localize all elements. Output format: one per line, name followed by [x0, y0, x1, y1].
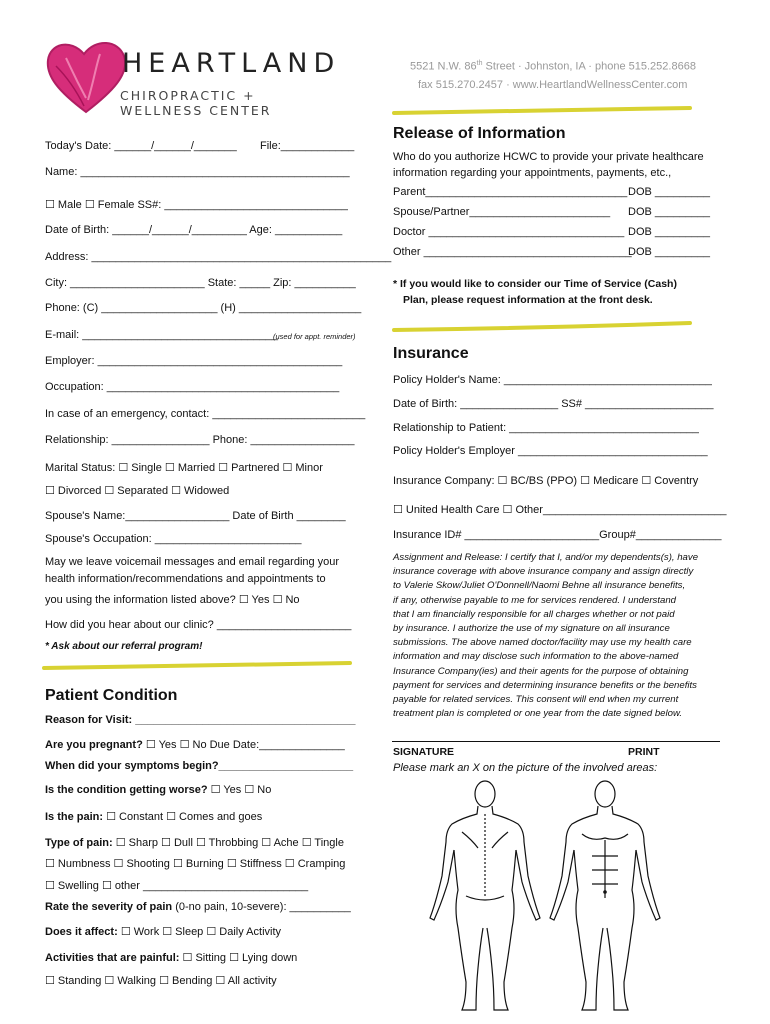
employer-field[interactable]: Employer: ________________________________________: [45, 355, 343, 367]
pregnant-field[interactable]: [45, 738, 345, 751]
address-line: 5521 N.W. 86th Street · Johnston, IA · phone 515.252.8668: [410, 60, 696, 73]
city-state-zip-field[interactable]: City: ______________________ State: _____ Zip: __________: [45, 277, 356, 289]
pain-options[interactable]: ☐ Constant ☐ Comes and goes: [106, 811, 263, 823]
affect-field[interactable]: [45, 925, 281, 938]
type-label: Type of pain:: [45, 837, 113, 849]
pain-type-options-2[interactable]: ☐ Numbness ☐ Shooting ☐ Burning ☐ Stiffness ☐ Cramping: [45, 858, 346, 870]
doctor-field[interactable]: Doctor ________________________________: [393, 226, 625, 238]
cash-plan-note-2: Plan, please request information at the front desk.: [403, 294, 653, 306]
voicemail-answer[interactable]: you using the information listed above? ☐ Yes ☐ No: [45, 594, 300, 606]
doctor-dob-field[interactable]: DOB _________: [628, 226, 710, 238]
pregnant-options[interactable]: ☐ Yes ☐ No Due Date:______________: [145, 739, 345, 751]
activities-options[interactable]: ☐ Sitting ☐ Lying down: [182, 952, 298, 964]
reason-for-visit-field[interactable]: Reason for Visit: ____________________________________: [45, 714, 356, 726]
assignment-line: to Valerie Skow/Juliet O'Donnell/Naomi Behne all insurance benefits,: [393, 580, 686, 592]
referral-note: * Ask about our referral program!: [45, 641, 203, 652]
divider-swoosh: [392, 320, 692, 336]
holder-employer-field[interactable]: Policy Holder's Employer _______________________________: [393, 445, 708, 457]
assignment-line: insurance coverage with above insurance company and assign directly: [393, 566, 694, 578]
pregnant-label: Are you pregnant?: [45, 739, 143, 751]
symptoms-begin-field[interactable]: When did your symptoms begin?______________________: [45, 760, 354, 772]
parent-dob-field[interactable]: DOB _________: [628, 186, 710, 198]
pain-type-options-3[interactable]: ☐ Swelling ☐ other ___________________________: [45, 880, 309, 892]
assignment-line: treatment plan is completed or one year from the date signed below.: [393, 708, 683, 720]
body-back-figure[interactable]: [430, 781, 540, 1010]
name-field[interactable]: Name: ____________________________________________: [45, 166, 350, 178]
assignment-line: information and may disclose such information to the above-named: [393, 651, 679, 663]
spouse-occupation-field[interactable]: Spouse's Occupation: ________________________: [45, 533, 302, 545]
assignment-line: that I am financially responsible for all charges whether or not paid: [393, 608, 675, 620]
cash-plan-note: * If you would like to consider our Time of Service (Cash): [393, 278, 677, 290]
assignment-line: payment for services and determining insurance benefits or the benefits: [393, 679, 697, 691]
assignment-line: submissions. The above named doctor/facility may use my health care: [393, 637, 692, 649]
dob-age-field[interactable]: Date of Birth: ______/______/_________ Age: ___________: [45, 224, 343, 236]
assignment-line: by insurance. I authorize the use of my signature on all insurance: [393, 623, 670, 635]
logo: [40, 36, 340, 116]
signature-label: SIGNATURE: [393, 746, 455, 758]
pain-pattern-field[interactable]: [45, 810, 262, 823]
voicemail-question-2: health information/recommendations and appointments to: [45, 573, 326, 585]
affect-options[interactable]: ☐ Work ☐ Sleep ☐ Daily Activity: [120, 926, 282, 938]
policy-holder-name-field[interactable]: Policy Holder's Name: __________________________________: [393, 374, 712, 386]
divider-swoosh: [392, 104, 692, 118]
mark-instruction: Please mark an X on the picture of the involved areas:: [393, 762, 658, 774]
assignment-release-text: [393, 551, 698, 721]
phone-field[interactable]: Phone: (C) ___________________ (H) ____________________: [45, 302, 362, 314]
print-label: PRINT: [628, 746, 660, 758]
pain-type-field[interactable]: [45, 836, 344, 849]
sex-ssn-field[interactable]: ☐ Male ☐ Female SS#: ______________________________: [45, 199, 348, 211]
emergency-relationship-field[interactable]: Relationship: ________________ Phone: _________________: [45, 434, 355, 446]
painful-activities-options-2[interactable]: ☐ Standing ☐ Walking ☐ Bending ☐ All activity: [45, 975, 277, 987]
painful-activities-field[interactable]: [45, 951, 297, 964]
marital-status-options-2[interactable]: ☐ Divorced ☐ Separated ☐ Widowed: [45, 485, 230, 497]
contact-line: fax 515.270.2457 · www.HeartlandWellnessCenter.com: [418, 79, 688, 91]
divider-swoosh: [42, 660, 352, 674]
signature-line[interactable]: [392, 741, 720, 742]
insurance-title: Insurance: [393, 345, 469, 362]
insurance-company-options[interactable]: Insurance Company: ☐ BC/BS (PPO) ☐ Medicare ☐ Coventry: [393, 475, 699, 487]
type-options[interactable]: ☐ Sharp ☐ Dull ☐ Throbbing ☐ Ache ☐ Tingle: [115, 837, 344, 849]
referral-source-field[interactable]: How did you hear about our clinic? ______________________: [45, 619, 352, 631]
affect-label: Does it affect:: [45, 926, 118, 938]
holder-dob-ssn-field[interactable]: Date of Birth: ________________ SS# _____________________: [393, 398, 714, 410]
brand-subtitle: CHIROPRACTIC + WELLNESS CENTER: [120, 88, 272, 118]
address-field[interactable]: Address: _________________________________________________: [45, 251, 392, 263]
severity-field[interactable]: [45, 901, 351, 913]
other-field[interactable]: Other __________________________________: [393, 246, 632, 258]
severity-rest[interactable]: (0-no pain, 10-severe): __________: [175, 901, 351, 913]
release-info-title: Release of Information: [393, 125, 566, 142]
email-note: (used for appt. reminder): [273, 332, 356, 341]
other-dob-field[interactable]: DOB _________: [628, 246, 710, 258]
assignment-line: Insurance Company(ies) and their agents for the purpose of obtaining: [393, 665, 689, 677]
body-diagram[interactable]: [420, 778, 670, 1018]
worse-options[interactable]: ☐ Yes ☐ No: [210, 784, 272, 796]
severity-label: Rate the severity of pain: [45, 901, 173, 913]
activities-label: Activities that are painful:: [45, 952, 180, 964]
parent-field[interactable]: Parent_________________________________: [393, 186, 628, 198]
pain-label: Is the pain:: [45, 811, 104, 823]
insurance-company-options-2[interactable]: ☐ United Health Care ☐ Other______________________________: [393, 504, 727, 516]
worse-label: Is the condition getting worse?: [45, 784, 208, 796]
heart-logo-icon: [40, 36, 132, 116]
email-field[interactable]: E-mail: ________________________________: [45, 329, 279, 341]
emergency-contact-field[interactable]: In case of an emergency, contact: _________________________: [45, 408, 366, 420]
getting-worse-field[interactable]: [45, 783, 271, 796]
spouse-dob-field[interactable]: DOB _________: [628, 206, 710, 218]
voicemail-question: May we leave voicemail messages and email regarding your: [45, 556, 340, 568]
file-field[interactable]: File:____________: [260, 140, 355, 152]
marital-status-options[interactable]: Marital Status: ☐ Single ☐ Married ☐ Partnered ☐ Minor: [45, 462, 323, 474]
relationship-to-patient-field[interactable]: Relationship to Patient: _______________________________: [393, 422, 699, 434]
assignment-line: Assignment and Release: I certify that I, and/or my dependents(s), have: [393, 552, 699, 563]
assignment-line: payable for related services. This consent will end when my current: [393, 694, 679, 706]
brand-name: HEARTLAND: [122, 48, 341, 79]
body-front-figure[interactable]: [550, 781, 660, 1010]
assignment-line: if any, otherwise payable to me for services rendered. I understand: [393, 594, 676, 606]
occupation-field[interactable]: Occupation: ______________________________________: [45, 381, 340, 393]
release-question: Who do you authorize HCWC to provide your private healthcare: [393, 151, 704, 163]
spouse-partner-field[interactable]: Spouse/Partner_______________________: [393, 206, 611, 218]
todays-date-field[interactable]: Today's Date: ______/______/_______: [45, 140, 237, 152]
patient-condition-title: Patient Condition: [45, 687, 178, 704]
insurance-id-field[interactable]: Insurance ID# ______________________Group#______________: [393, 529, 722, 541]
release-question-2: information regarding your appointments, payments, etc.,: [393, 167, 672, 179]
spouse-name-field[interactable]: Spouse's Name:_________________ Date of Birth ________: [45, 510, 346, 522]
